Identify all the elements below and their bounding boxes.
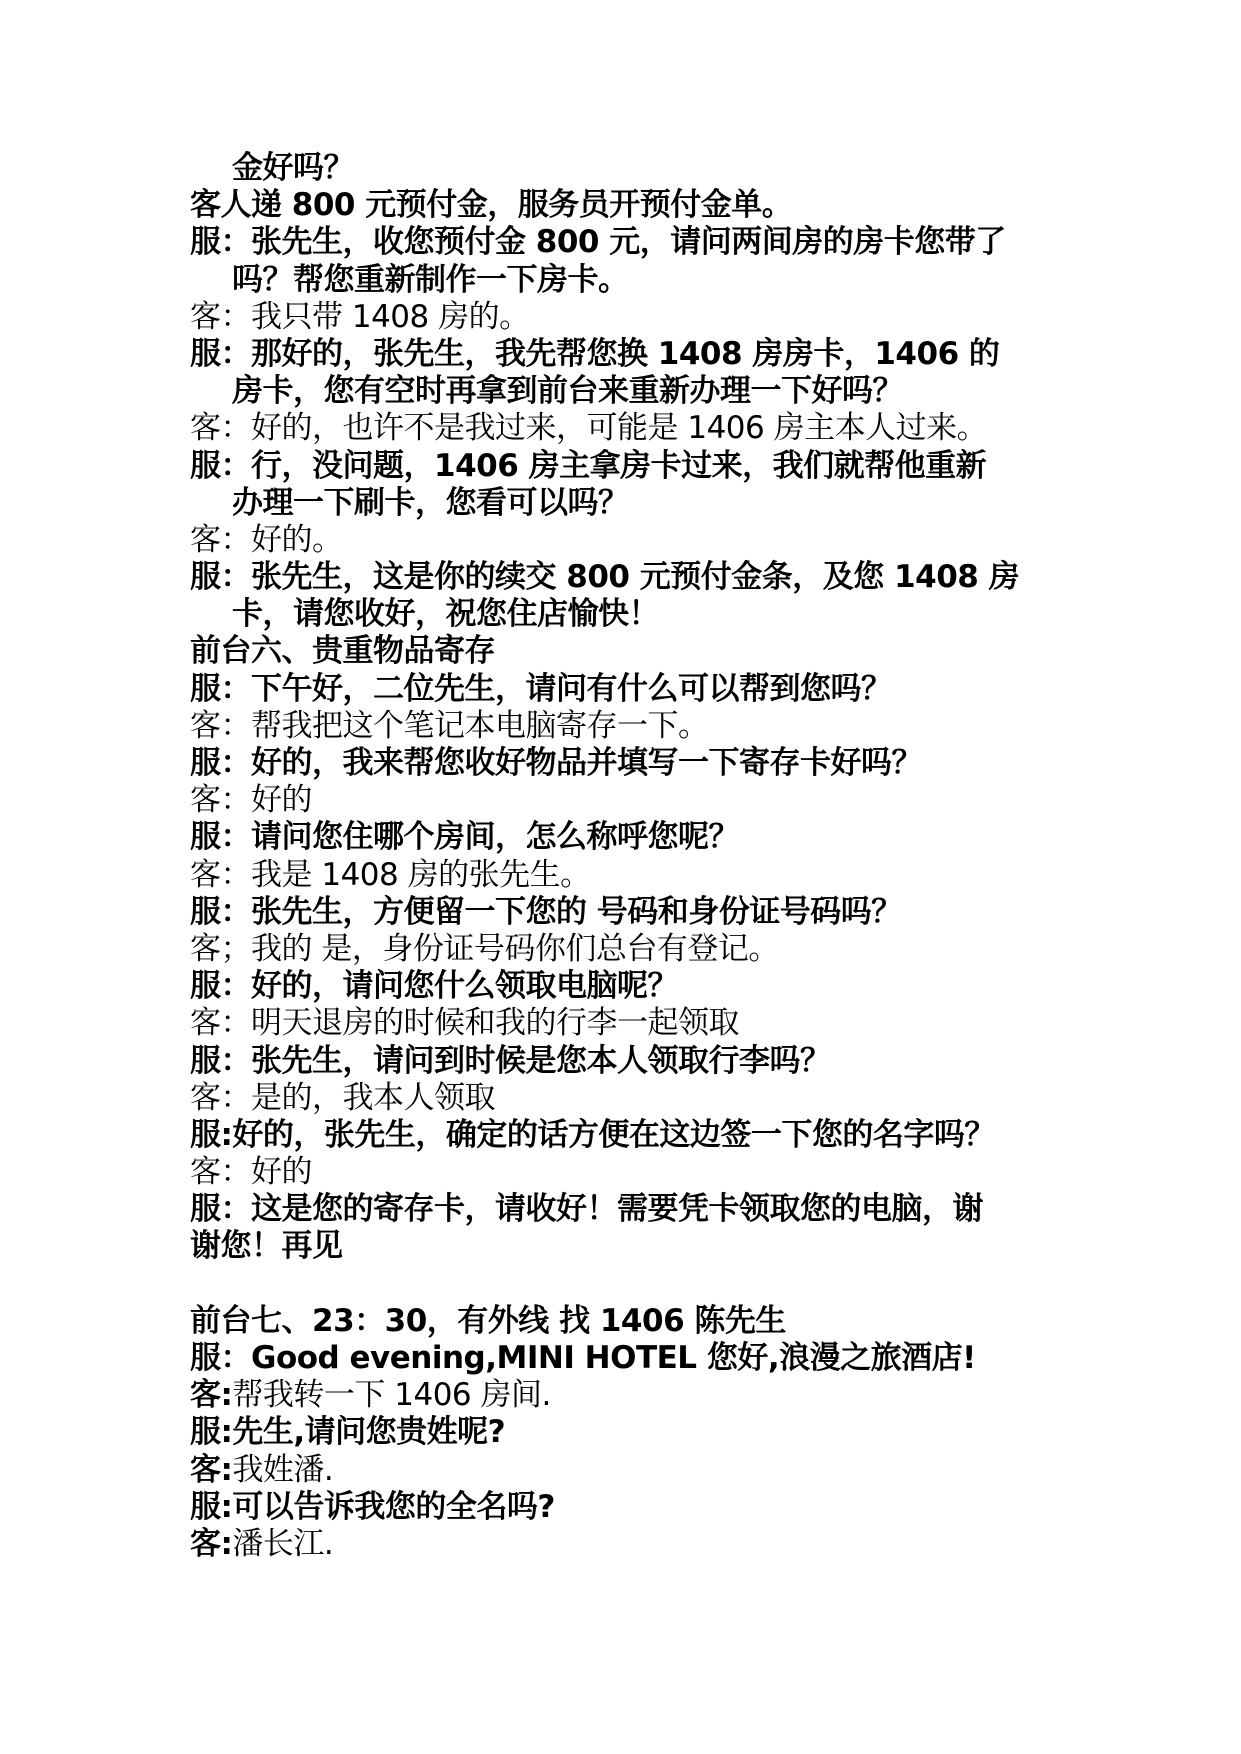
text-line: 服：张先生，方便留一下您的 号码和身份证号码吗？: [190, 893, 902, 930]
text-line: [190, 1414, 1070, 1451]
text-line: 客：好的，也许不是我过来，可能是 1406 房主本人过来。: [190, 410, 988, 447]
text-line: 办理一下刷卡，您看可以吗？: [232, 484, 629, 521]
speaker-label: 服:: [190, 1414, 233, 1451]
text-line: [190, 1526, 1070, 1563]
text-line: 房卡，您有空时再拿到前台来重新办理一下好吗？: [232, 373, 903, 410]
line-text: 先生,请问您贵姓呢?: [232, 1414, 506, 1451]
text-line: 客：好的: [190, 782, 312, 819]
text-line: 客：帮我把这个笔记本电脑寄存一下。: [190, 707, 709, 744]
text-line: 客：我只带 1408 房的。: [190, 298, 530, 335]
text-line: 服：好的，请问您什么领取电脑呢？: [190, 968, 678, 1005]
text-line: [190, 1489, 1070, 1526]
line-text: 潘长江.: [232, 1525, 334, 1562]
section-heading: 前台七、23：30，有外线 找 1406 陈先生: [190, 1302, 786, 1339]
section-heading: 前台六、贵重物品寄存: [190, 633, 495, 670]
text-line: [190, 1452, 1070, 1489]
text-line: 客：是的，我本人领取: [190, 1079, 495, 1116]
text-line: 服：张先生，这是你的续交 800 元预付金条，及您 1408 房: [190, 559, 1020, 596]
speaker-label: 客:: [190, 1377, 233, 1414]
text-line: [190, 1377, 1070, 1414]
text-line: 服：下午好，二位先生，请问有什么可以帮到您吗？: [190, 670, 892, 707]
text-line: 服：行，没问题，1406 房主拿房卡过来，我们就帮他重新: [190, 447, 987, 484]
text-line: 卡，请您收好，祝您住店愉快！: [232, 596, 659, 633]
line-text: 可以告诉我您的全名吗?: [232, 1488, 555, 1525]
text-line: 客：明天退房的时候和我的行李一起领取: [190, 1005, 739, 1042]
text-line: 谢您！再见: [190, 1228, 343, 1265]
text-line: 客人递 800 元预付金，服务员开预付金单。: [190, 187, 793, 224]
text-line: 服：好的，我来帮您收好物品并填写一下寄存卡好吗？: [190, 745, 922, 781]
text-line: 服：Good evening,MINI HOTEL 您好,浪漫之旅酒店!: [190, 1340, 976, 1376]
text-line: 服：请问您住哪个房间，怎么称呼您呢？: [190, 819, 739, 856]
text-line: 服：这是您的寄存卡，请收好！需要凭卡领取您的电脑，谢: [190, 1191, 983, 1228]
text-line: 服：那好的，张先生，我先帮您换 1408 房房卡，1406 的: [190, 335, 1000, 372]
speaker-label: 服:: [190, 1488, 233, 1525]
line-text: 帮我转一下 1406 房间.: [232, 1377, 551, 1414]
text-line: 客；我的 是，身份证号码你们总台有登记。: [190, 930, 779, 967]
text-line: 客：我是 1408 房的张先生。: [190, 856, 591, 893]
text-line: 客：好的: [190, 1154, 312, 1191]
text-line: 客：好的。: [190, 521, 343, 558]
speaker-label: 客:: [190, 1451, 233, 1488]
text-line: 服:好的，张先生，确定的话方便在这边签一下您的名字吗？: [190, 1116, 995, 1153]
text-line: 吗？帮您重新制作一下房卡。: [232, 261, 629, 298]
blank-line: [190, 1266, 1070, 1303]
dialogue-text: [190, 150, 1070, 1563]
line-text: 我姓潘.: [232, 1451, 334, 1488]
text-line: 金好吗？: [232, 150, 354, 186]
speaker-label: 客:: [190, 1525, 233, 1562]
text-line: 服：张先生，收您预付金 800 元，请问两间房的房卡您带了: [190, 224, 1006, 261]
text-line: 服：张先生，请问到时候是您本人领取行李吗？: [190, 1042, 831, 1079]
